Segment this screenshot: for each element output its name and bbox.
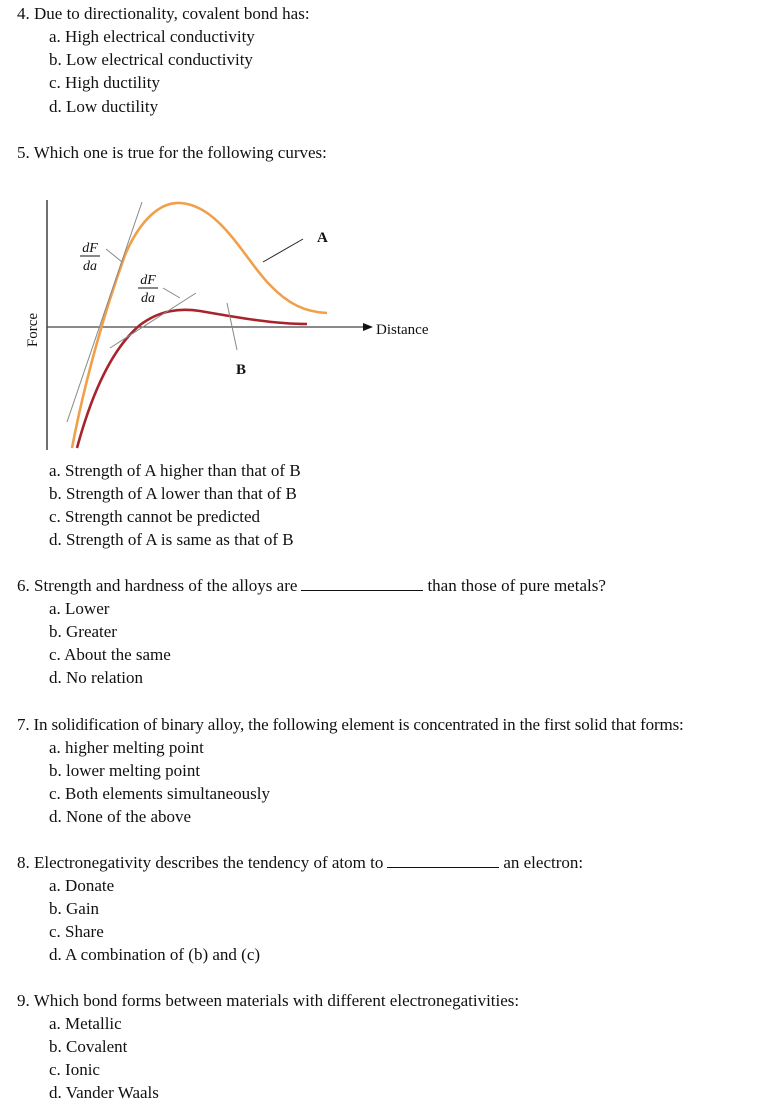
dfda-2-denominator: da (141, 291, 155, 306)
dfda-2-numerator: dF (140, 273, 156, 288)
leader-dfda-2 (163, 288, 180, 298)
q8-question (17, 853, 583, 873)
q5-option-a[interactable]: a. Strength of A higher than that of B (49, 461, 301, 480)
x-axis-label: Distance (376, 322, 429, 338)
q4-option-a[interactable]: a. High electrical conductivity (49, 27, 255, 46)
dfda-1-denominator: da (83, 259, 97, 274)
q9-option-a[interactable]: a. Metallic (49, 1014, 122, 1033)
q5-option-b[interactable]: b. Strength of A lower than that of B (49, 484, 297, 503)
q8-option-a[interactable]: a. Donate (49, 876, 115, 895)
q6-option-d[interactable]: d. No relation (49, 668, 143, 687)
q6-answer-blank[interactable] (301, 577, 423, 591)
q8-question-end: an electron: (503, 853, 584, 872)
q6-option-c[interactable]: c. About the same (49, 645, 171, 664)
q4-option-b[interactable]: b. Low electrical conductivity (49, 50, 253, 69)
series-label-b: B (236, 362, 247, 378)
q8-option-d[interactable]: d. A combination of (b) and (c) (49, 945, 261, 964)
q6-option-b[interactable]: b. Greater (49, 622, 117, 641)
tangent-a (67, 202, 142, 422)
q6-question (17, 576, 606, 596)
q9-option-c[interactable]: c. Ionic (49, 1060, 100, 1079)
q7-option-b[interactable]: b. lower melting point (49, 761, 201, 780)
q5-question: 5. Which one is true for the following curves: (17, 143, 327, 162)
series-label-a: A (317, 230, 328, 246)
q4-option-c[interactable]: c. High ductility (49, 73, 160, 92)
q6-option-a[interactable]: a. Lower (49, 599, 110, 618)
curve-b (77, 310, 307, 448)
q7-option-c[interactable]: c. Both elements simultaneously (49, 784, 270, 803)
q7-question: 7. In solidification of binary alloy, the following element is concentrated in the first solid that forms: (17, 715, 684, 734)
q8-question-start: 8. Electronegativity describes the tendency of atom to (17, 853, 384, 872)
q9-question: 9. Which bond forms between materials with different electronegativities: (17, 991, 520, 1010)
q5-option-c[interactable]: c. Strength cannot be predicted (49, 507, 261, 526)
q5-option-d[interactable]: d. Strength of A is same as that of B (49, 530, 294, 549)
q7-option-a[interactable]: a. higher melting point (49, 738, 204, 757)
leader-dfda-1 (106, 249, 122, 262)
q4-question: 4. Due to directionality, covalent bond has: (17, 4, 310, 23)
q6-question-end: than those of pure metals? (427, 576, 606, 595)
q8-option-c[interactable]: c. Share (49, 922, 104, 941)
curve-a (72, 203, 327, 448)
q9-option-b[interactable]: b. Covalent (49, 1037, 128, 1056)
q6-question-start: 6. Strength and hardness of the alloys are (17, 576, 298, 595)
q8-option-b[interactable]: b. Gain (49, 899, 100, 918)
q8-answer-blank[interactable] (387, 854, 499, 868)
x-axis-arrow (363, 323, 373, 331)
q4-option-d[interactable]: d. Low ductility (49, 97, 159, 116)
y-axis-label: Force (25, 312, 41, 348)
dfda-1-numerator: dF (82, 241, 98, 256)
force-distance-chart (20, 190, 450, 455)
leader-a (263, 239, 303, 262)
q9-option-d[interactable]: d. Vander Waals (49, 1083, 159, 1102)
q7-option-d[interactable]: d. None of the above (49, 807, 192, 826)
